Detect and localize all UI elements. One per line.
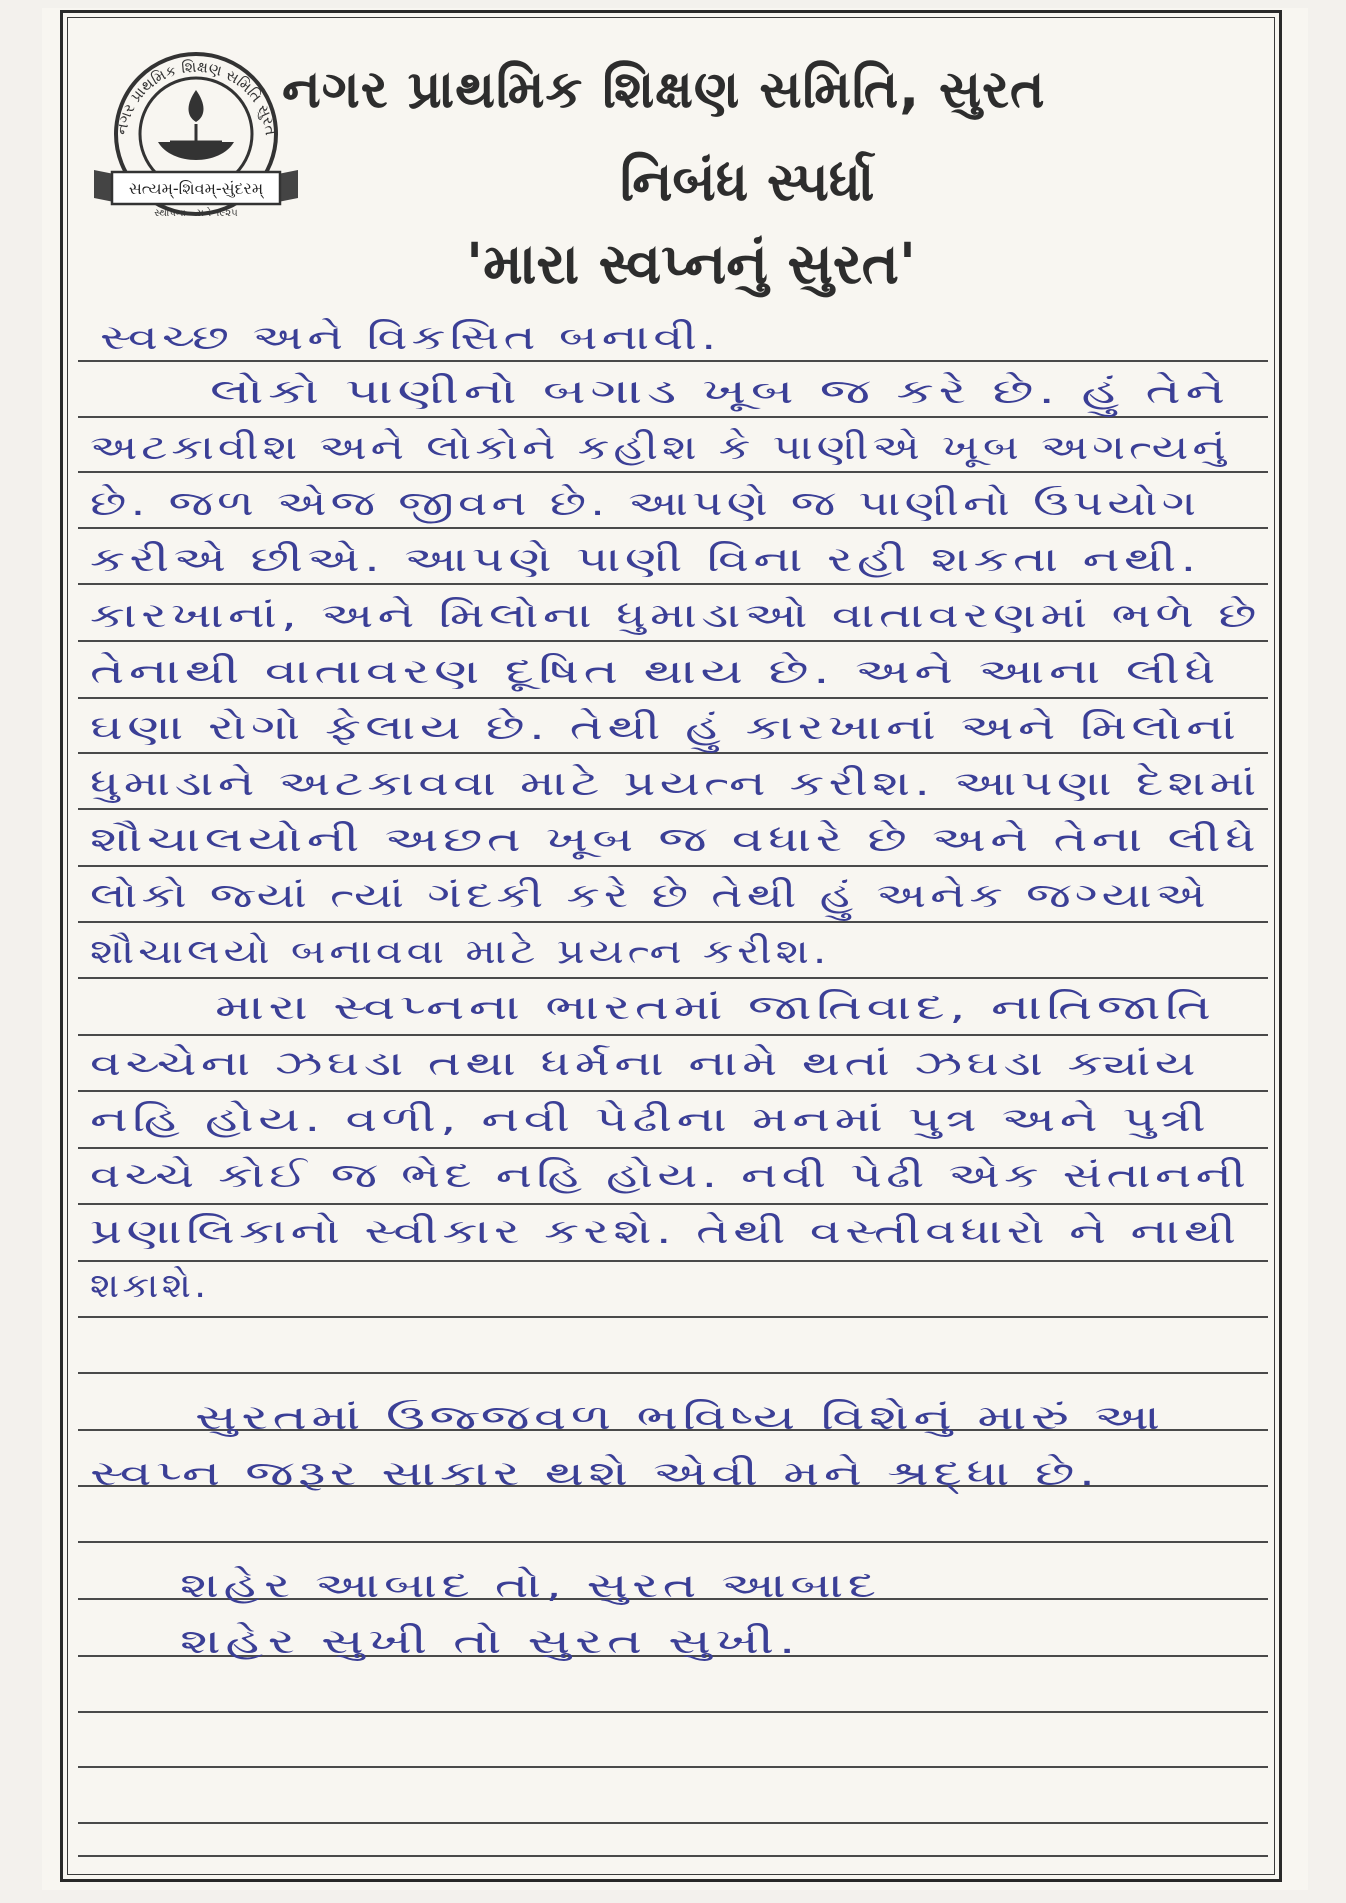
- essay-topic: 'મારા સ્વપ્નનું સુરત': [466, 232, 917, 297]
- essay-line: સ્વચ્છ અને વિકસિત બનાવી.: [100, 318, 721, 358]
- essay-line: શહેર સુખી તો સુરત સુખી.: [180, 1622, 801, 1662]
- logo-ring-text: નગર પ્રાથમિક શિક્ષણ સમિતિ સુરત: [112, 57, 280, 137]
- essay-line: શૌચાલયોની અછત ખૂબ જ વધારે છે અને તેના લીધે: [90, 820, 1261, 860]
- essay-line: કારખાનાં, અને મિલોના ધુમાડાઓ વાતાવરણમાં ભળે છે: [90, 596, 1261, 636]
- essay-line: શકાશે.: [90, 1266, 210, 1306]
- essay-line: શહેર આબાદ તો, સુરત આબાદ: [180, 1566, 881, 1606]
- essay-line: નહિ હોય. વળી, નવી પેઢીના મનમાં પુત્ર અને પુત્રી: [90, 1100, 1211, 1140]
- essay-line: ઘણા રોગો ફેલાય છે. તેથી હું કારખાનાં અને મિલોનાં: [90, 708, 1241, 748]
- logo-motto: સત્યમ્-શિવમ્-સુંદરમ્: [128, 179, 264, 198]
- essay-line: પ્રણાલિકાનો સ્વીકાર કરશે. તેથી વસ્તીવધારો ને નાથી: [90, 1212, 1241, 1252]
- header-title: નગર પ્રાથમિક શિક્ષણ સમિતિ, સુરત: [282, 60, 1046, 120]
- essay-line: લોકો પાણીનો બગાડ ખૂબ જ કરે છે. હું તેને: [210, 372, 1230, 412]
- essay-line: અટકાવીશ અને લોકોને કહીશ કે પાણીએ ખૂબ અગત્યનું: [90, 428, 1230, 468]
- essay-line: ધુમાડાને અટકાવવા માટે પ્રયત્ન કરીશ. આપણા દેશમાં: [90, 764, 1261, 804]
- essay-line: સુરતમાં ઉજ્જવળ ભવિષ્ય વિશેનું મારું આ: [195, 1398, 1165, 1438]
- logo-founded: સ્થાપના - સને ૧૯૨૫: [154, 208, 238, 219]
- essay-line: વચ્ચે કોઈ જ ભેદ નહિ હોય. નવી પેઢી એક સંતાનની: [90, 1156, 1251, 1196]
- essay-line: લોકો જ્યાં ત્યાં ગંદકી કરે છે તેથી હું અનેક જગ્યાએ: [90, 876, 1210, 916]
- essay-line: મારા સ્વપ્નના ભારતમાં જાતિવાદ, નાતિજાતિ: [215, 988, 1216, 1028]
- essay-line: છે. જળ એજ જીવન છે. આપણે જ પાણીનો ઉપયોગ: [90, 484, 1201, 524]
- essay-line: શૌચાલયો બનાવવા માટે પ્રયત્ન કરીશ.: [90, 932, 831, 972]
- essay-line: કરીએ છીએ. આપણે પાણી વિના રહી શકતા નથી.: [90, 540, 1201, 580]
- essay-line: સ્વપ્ન જરૂર સાકાર થશે એવી મને શ્રદ્ધા છે.: [90, 1454, 1100, 1494]
- essay-line: વચ્ચેના ઝઘડા તથા ધર્મના નામે થતાં ઝઘડા ક્યાંય: [90, 1044, 1201, 1084]
- essay-line: તેનાથી વાતાવરણ દૂષિત થાય છે. અને આના લીધે: [90, 652, 1221, 692]
- header-subtitle: નિબંધ સ્પર્ધા: [620, 150, 875, 213]
